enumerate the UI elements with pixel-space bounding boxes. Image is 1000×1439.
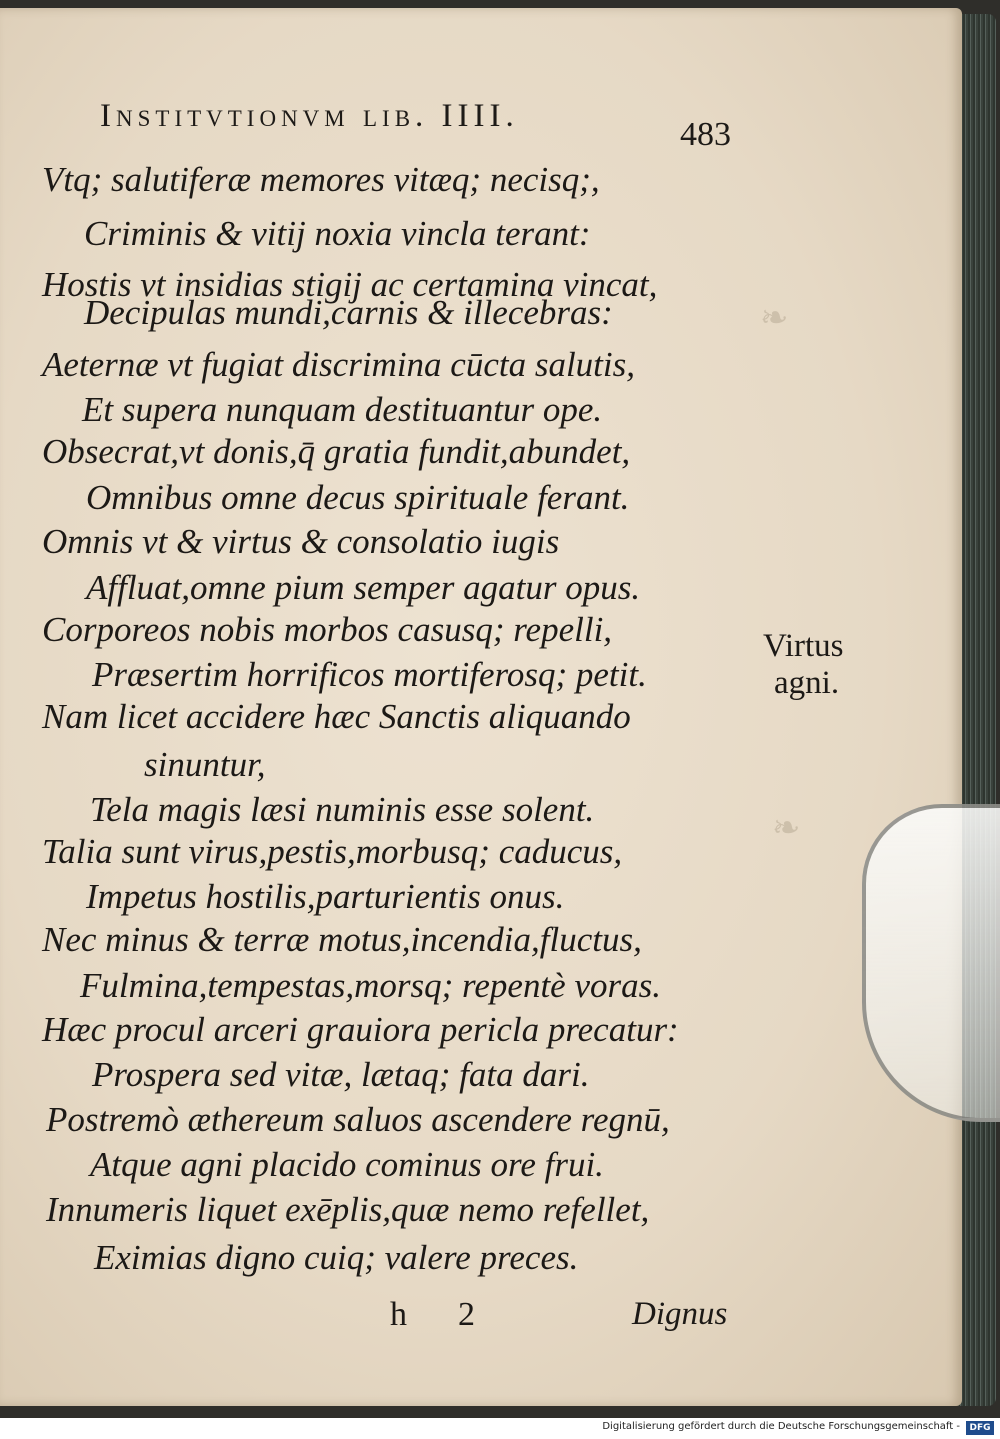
verse-line: Et supera nunquam destituantur ope.: [82, 390, 603, 429]
verse-line: Talia sunt virus,pestis,morbusq; caducus,: [42, 832, 623, 871]
verse-line: Corporeos nobis morbos casusq; repelli,: [42, 610, 613, 649]
verse-line: Eximias digno cuiq; valere preces.: [94, 1238, 579, 1277]
margin-note-line: Virtus: [763, 628, 844, 664]
verse-line: Hostis vt insidias stigij ac certamina vincat,: [42, 265, 658, 304]
book-page-edges: [958, 14, 996, 1406]
margin-note-line: agni.: [774, 665, 840, 701]
verse-line: Vtq; salutiferæ memores vitæq; necisq;,: [42, 160, 600, 199]
verse-line: Præsertim horrificos mortiferosq; petit.: [92, 655, 647, 694]
verse-line: Omnibus omne decus spirituale ferant.: [86, 478, 630, 517]
verse-line: Fulmina,tempestas,morsq; repentè voras.: [80, 966, 661, 1005]
verse-line: Nec minus & terræ motus,incendia,fluctus,: [42, 920, 642, 959]
verse-line: Atque agni placido cominus ore frui.: [90, 1145, 604, 1184]
bleed-through-mark: ❧: [772, 810, 801, 847]
verse-line: Criminis & vitij noxia vincla terant:: [84, 214, 591, 253]
catchword: Dignus: [632, 1296, 728, 1332]
verse-line: Hæc procul arceri grauiora pericla precatur:: [42, 1010, 679, 1049]
verse-line: Aeternæ vt fugiat discrimina cūcta salutis,: [42, 345, 636, 384]
dfg-logo-icon: DFG: [966, 1421, 994, 1435]
verse-line: Postremò æthereum saluos ascendere regnū,: [46, 1100, 670, 1139]
verse-line: Prospera sed vitæ, lætaq; fata dari.: [92, 1055, 590, 1094]
footer-credit: Digitalisierung gefördert durch die Deutsche Forschungsgemeinschaft -: [602, 1421, 960, 1432]
verse-line: Innumeris liquet exēplis,quæ nemo refellet,: [46, 1190, 650, 1229]
running-head: Institvtionvm lib. IIII.: [100, 98, 519, 134]
verse-line: sinuntur,: [144, 745, 266, 784]
signature-mark: h: [390, 1296, 407, 1333]
signature-mark: 2: [458, 1296, 475, 1333]
verse-line: Nam licet accidere hæc Sanctis aliquando: [42, 697, 631, 736]
page-number: 483: [680, 116, 731, 153]
verse-line: Obsecrat,vt donis,q̄ gratia fundit,abundet,: [42, 432, 631, 471]
verse-line: Tela magis læsi numinis esse solent.: [90, 790, 595, 829]
verse-line: Decipulas mundi,carnis & illecebras:: [84, 293, 613, 332]
bleed-through-mark: ❧: [760, 300, 789, 337]
verse-line: Omnis vt & virtus & consolatio iugis: [42, 522, 560, 561]
verse-line: Impetus hostilis,parturientis onus.: [86, 877, 565, 916]
footer-bar: [0, 1418, 1000, 1439]
verse-line: Affluat,omne pium semper agatur opus.: [86, 568, 641, 607]
